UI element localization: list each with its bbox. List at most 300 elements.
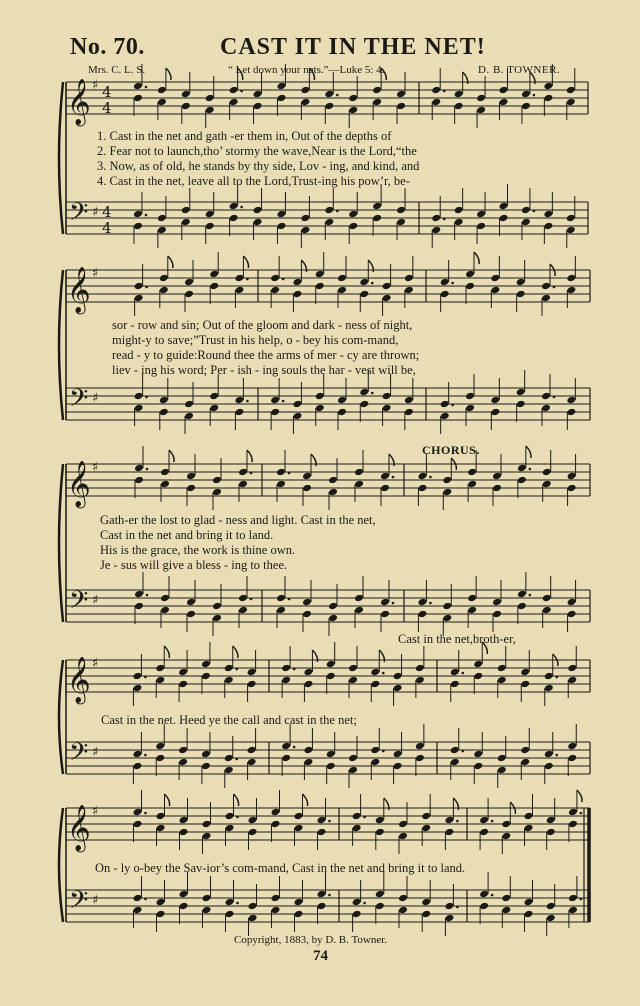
note-head: [517, 464, 527, 473]
note-head: [292, 412, 302, 421]
note-head: [372, 86, 382, 95]
note-head: [440, 412, 450, 421]
lyric-line: 4. Cast in the net, leave all to the Lord,Trust-ing his pow’r, be-: [97, 174, 410, 188]
chorus-label: CHORUS.: [422, 443, 480, 457]
note-head: [415, 676, 425, 685]
note-head: [201, 672, 211, 681]
dot: [451, 404, 454, 407]
note-head: [178, 758, 188, 767]
note-head: [209, 270, 219, 279]
note-head: [276, 480, 286, 489]
key-signature-sharp: ♯: [92, 893, 99, 908]
note-head: [179, 828, 189, 837]
note-flag: [303, 794, 308, 806]
note-head: [179, 890, 189, 899]
dot: [371, 392, 374, 395]
dot: [240, 206, 243, 209]
dot: [336, 210, 339, 213]
note-head: [524, 910, 534, 919]
note-head: [398, 894, 408, 903]
time-signature: 4: [102, 203, 112, 221]
note-head: [160, 594, 170, 603]
note-head: [546, 828, 556, 837]
note-head: [157, 226, 167, 235]
note-head: [292, 400, 302, 409]
note-head: [516, 290, 526, 299]
note-head: [229, 202, 239, 211]
note-head: [442, 488, 452, 497]
note-head: [132, 750, 142, 759]
note-head: [302, 598, 312, 607]
note-head: [499, 98, 509, 107]
note-head: [501, 832, 511, 841]
note-head: [202, 820, 212, 829]
note-head: [326, 660, 336, 669]
note-head: [567, 484, 577, 493]
note-head: [541, 404, 551, 413]
note-head: [431, 226, 441, 235]
note-head: [352, 824, 362, 833]
note-head: [276, 468, 286, 477]
note-head: [398, 832, 408, 841]
note-head: [546, 816, 556, 825]
note-head: [348, 754, 358, 763]
bass-clef: 𝄢: [69, 586, 89, 621]
note-head: [326, 762, 336, 771]
note-head: [476, 106, 486, 115]
lyric-line: 1. Cast in the net and gath -er them in, Out of the depths of: [97, 129, 392, 143]
note-head: [337, 396, 347, 405]
note-head: [431, 214, 441, 223]
note-head: [303, 668, 313, 677]
note-head: [133, 94, 143, 103]
lyric-line: Cast in the net and bring it to land.: [100, 528, 274, 542]
note-head: [155, 754, 165, 763]
dot: [392, 476, 395, 479]
dot: [144, 754, 147, 757]
lyric-line: On - ly o-bey the Sav-ior’s com-mand, Cast in the net and bring it to land.: [95, 861, 466, 875]
note-head: [354, 606, 364, 615]
note-head: [567, 610, 577, 619]
note-head: [224, 664, 234, 673]
note-head: [567, 676, 577, 685]
note-head: [568, 820, 578, 829]
note-head: [492, 484, 502, 493]
note-head: [132, 684, 142, 693]
note-head: [160, 480, 170, 489]
note-head: [328, 602, 338, 611]
note-head: [541, 282, 551, 291]
system-brace: [59, 82, 63, 234]
note-head: [133, 210, 143, 219]
note-head: [454, 90, 464, 99]
dot: [451, 282, 454, 285]
note-head: [417, 484, 427, 493]
note-head: [281, 754, 291, 763]
dot: [533, 210, 536, 213]
note-head: [209, 404, 219, 413]
note-head: [224, 676, 234, 685]
note-head: [465, 404, 475, 413]
note-head: [303, 758, 313, 767]
note-head: [209, 392, 219, 401]
bass-lyric-line: Cast in the net,broth-er,: [398, 632, 516, 646]
dot: [553, 396, 556, 399]
dot: [240, 90, 243, 93]
dot: [382, 750, 385, 753]
note-head: [467, 468, 477, 477]
key-signature-sharp: ♯: [92, 745, 99, 760]
note-flag: [526, 446, 531, 458]
note-head: [393, 672, 403, 681]
note-head: [324, 218, 334, 227]
note-head: [276, 222, 286, 231]
dot: [529, 468, 532, 471]
note-head: [520, 680, 530, 689]
note-head: [450, 746, 460, 755]
note-head: [328, 614, 338, 623]
dot: [236, 902, 239, 905]
dot: [555, 754, 558, 757]
note-head: [476, 210, 486, 219]
note-head: [467, 606, 477, 615]
note-flag: [474, 252, 479, 264]
note-head: [292, 278, 302, 287]
dot: [336, 94, 339, 97]
note-head: [465, 392, 475, 401]
note-head: [315, 392, 325, 401]
note-head: [224, 766, 234, 775]
lyric-line: Cast in the net. Heed ye the call and cast in the net;: [101, 713, 357, 727]
note-head: [300, 226, 310, 235]
key-signature-sharp: ♯: [92, 460, 99, 475]
lyric-line: read - y to guide:Round thee the arms of mer - cy are thrown;: [112, 348, 420, 362]
note-head: [490, 274, 500, 283]
note-head: [178, 668, 188, 677]
note-head: [159, 286, 169, 295]
dot: [491, 894, 494, 897]
note-flag: [233, 646, 238, 658]
dot: [250, 472, 253, 475]
note-head: [404, 408, 414, 417]
note-head: [157, 86, 167, 95]
note-head: [326, 750, 336, 759]
note-head: [431, 98, 441, 107]
note-head: [156, 910, 166, 919]
note-head: [238, 468, 248, 477]
note-head: [133, 894, 143, 903]
note-head: [212, 602, 222, 611]
note-head: [238, 480, 248, 489]
note-head: [450, 668, 460, 677]
key-signature-sharp: ♯: [92, 391, 99, 406]
copyright-notice: Copyright, 1883, by D. B. Towner.: [234, 934, 388, 946]
dot: [328, 894, 331, 897]
note-head: [380, 472, 390, 481]
note-head: [270, 408, 280, 417]
note-head: [212, 476, 222, 485]
note-head: [567, 598, 577, 607]
note-head: [201, 660, 211, 669]
dot: [288, 472, 291, 475]
note-head: [566, 214, 576, 223]
time-signature: 4: [102, 219, 112, 237]
note-head: [415, 664, 425, 673]
note-head: [396, 90, 406, 99]
note-head: [524, 824, 534, 833]
note-head: [326, 672, 336, 681]
note-head: [212, 614, 222, 623]
note-head: [324, 90, 334, 99]
dot: [246, 400, 249, 403]
note-head: [568, 894, 578, 903]
note-head: [467, 594, 477, 603]
note-head: [271, 808, 281, 817]
note-head: [396, 102, 406, 111]
note-head: [543, 222, 553, 231]
note-head: [501, 906, 511, 915]
lyric-line: 2. Fear not to launch,tho’ stormy the wave,Near is the Lord,“the: [97, 144, 417, 158]
note-head: [567, 472, 577, 481]
note-head: [450, 680, 460, 689]
note-head: [302, 610, 312, 619]
note-head: [253, 206, 263, 215]
lyric-line: Je - sus will give a bless - ing to thee.: [100, 558, 288, 572]
note-head: [337, 274, 347, 283]
note-head: [543, 210, 553, 219]
note-head: [380, 484, 390, 493]
note-flag: [165, 794, 170, 806]
note-head: [186, 472, 196, 481]
note-head: [375, 828, 385, 837]
note-head: [352, 910, 362, 919]
note-head: [370, 758, 380, 767]
note-head: [382, 392, 392, 401]
key-signature-sharp: ♯: [92, 804, 99, 819]
note-head: [247, 668, 257, 677]
dot: [533, 94, 536, 97]
note-head: [398, 906, 408, 915]
note-head: [476, 222, 486, 231]
note-head: [479, 890, 489, 899]
note-head: [352, 812, 362, 821]
note-head: [354, 594, 364, 603]
bass-clef: 𝄢: [69, 886, 89, 921]
bass-clef: 𝄢: [69, 384, 89, 419]
note-head: [440, 278, 450, 287]
note-head: [159, 274, 169, 283]
note-head: [497, 766, 507, 775]
note-head: [294, 812, 304, 821]
music-credit: D. B. TOWNER.: [478, 64, 561, 76]
note-head: [543, 94, 553, 103]
note-head: [382, 404, 392, 413]
note-head: [234, 286, 244, 295]
note-head: [497, 664, 507, 673]
dot: [456, 820, 459, 823]
note-head: [454, 218, 464, 227]
note-head: [238, 594, 248, 603]
note-head: [417, 610, 427, 619]
dot: [580, 812, 583, 815]
note-head: [300, 98, 310, 107]
note-head: [542, 480, 552, 489]
note-head: [444, 902, 454, 911]
lyric-line: sor - row and sin; Out of the gloom and dark - ness of night,: [112, 318, 413, 332]
note-head: [181, 206, 191, 215]
lyric-line: liev - ing his word; Per - ish - ing souls the har - vest will be,: [112, 363, 416, 377]
hymn-title: CAST IT IN THE NET!: [220, 34, 486, 60]
note-head: [415, 742, 425, 751]
note-head: [276, 606, 286, 615]
note-head: [566, 98, 576, 107]
dot: [146, 468, 149, 471]
note-head: [324, 206, 334, 215]
note-head: [396, 218, 406, 227]
note-head: [181, 90, 191, 99]
note-head: [566, 286, 576, 295]
note-head: [375, 816, 385, 825]
note-head: [348, 664, 358, 673]
note-head: [317, 902, 327, 911]
note-head: [546, 914, 556, 923]
note-head: [544, 762, 554, 771]
note-flag: [243, 256, 248, 268]
note-head: [520, 758, 530, 767]
note-head: [359, 290, 369, 299]
note-head: [184, 400, 194, 409]
note-head: [479, 816, 489, 825]
dot: [144, 812, 147, 815]
note-head: [421, 910, 431, 919]
note-head: [229, 214, 239, 223]
note-head: [276, 82, 286, 91]
note-head: [359, 400, 369, 409]
note-head: [132, 672, 142, 681]
dot: [236, 816, 239, 819]
note-head: [421, 898, 431, 907]
note-head: [444, 816, 454, 825]
dot: [491, 820, 494, 823]
note-head: [270, 396, 280, 405]
dot: [429, 476, 432, 479]
note-head: [404, 286, 414, 295]
note-head: [467, 480, 477, 489]
note-head: [476, 94, 486, 103]
system-brace: [59, 270, 63, 420]
note-head: [248, 816, 258, 825]
dot: [235, 668, 238, 671]
lyric-line: Gath-er the lost to glad - ness and light. Cast in the net,: [100, 513, 376, 527]
note-head: [202, 906, 212, 915]
dot: [145, 86, 148, 89]
note-head: [380, 598, 390, 607]
note-head: [421, 824, 431, 833]
note-head: [566, 408, 576, 417]
note-head: [225, 898, 235, 907]
dot: [288, 598, 291, 601]
note-head: [302, 472, 312, 481]
note-head: [302, 484, 312, 493]
note-head: [247, 746, 257, 755]
note-head: [521, 90, 531, 99]
key-signature-sharp: ♯: [92, 78, 99, 93]
note-head: [442, 476, 452, 485]
note-head: [160, 606, 170, 615]
note-head: [490, 396, 500, 405]
note-head: [566, 274, 576, 283]
dot: [529, 594, 532, 597]
note-head: [181, 218, 191, 227]
note-head: [541, 294, 551, 303]
system-brace: [59, 808, 63, 922]
dot: [146, 594, 149, 597]
note-head: [442, 602, 452, 611]
note-head: [328, 488, 338, 497]
note-head: [271, 894, 281, 903]
treble-clef: 𝄞: [67, 657, 91, 703]
note-head: [348, 766, 358, 775]
note-head: [253, 90, 263, 99]
note-head: [134, 590, 144, 599]
note-head: [524, 898, 534, 907]
note-head: [348, 222, 358, 231]
note-head: [225, 824, 235, 833]
note-flag: [577, 790, 582, 802]
note-head: [337, 408, 347, 417]
key-signature-sharp: ♯: [92, 593, 99, 608]
treble-clef: 𝄞: [67, 79, 91, 125]
dot: [429, 602, 432, 605]
note-head: [157, 98, 167, 107]
note-head: [354, 480, 364, 489]
note-head: [417, 598, 427, 607]
note-head: [396, 206, 406, 215]
note-head: [328, 476, 338, 485]
note-head: [372, 202, 382, 211]
note-head: [348, 210, 358, 219]
note-head: [294, 898, 304, 907]
note-head: [524, 812, 534, 821]
note-head: [134, 294, 144, 303]
note-head: [212, 488, 222, 497]
dot: [246, 278, 249, 281]
note-head: [492, 598, 502, 607]
note-head: [431, 86, 441, 95]
note-head: [205, 94, 215, 103]
note-head: [516, 278, 526, 287]
note-head: [281, 676, 291, 685]
note-head: [442, 614, 452, 623]
key-signature-sharp: ♯: [92, 266, 99, 281]
note-head: [473, 750, 483, 759]
note-head: [521, 102, 531, 111]
note-head: [205, 106, 215, 115]
note-head: [521, 206, 531, 215]
dot: [382, 672, 385, 675]
note-head: [521, 218, 531, 227]
note-head: [184, 278, 194, 287]
note-head: [134, 404, 144, 413]
dot: [363, 902, 366, 905]
lyric-line: might-y to save;”Trust in his help, o - bey his com-mand,: [112, 333, 399, 347]
note-head: [159, 408, 169, 417]
dot: [461, 672, 464, 675]
note-head: [281, 742, 291, 751]
note-head: [517, 590, 527, 599]
page-number: 74: [313, 948, 328, 964]
note-head: [234, 408, 244, 417]
